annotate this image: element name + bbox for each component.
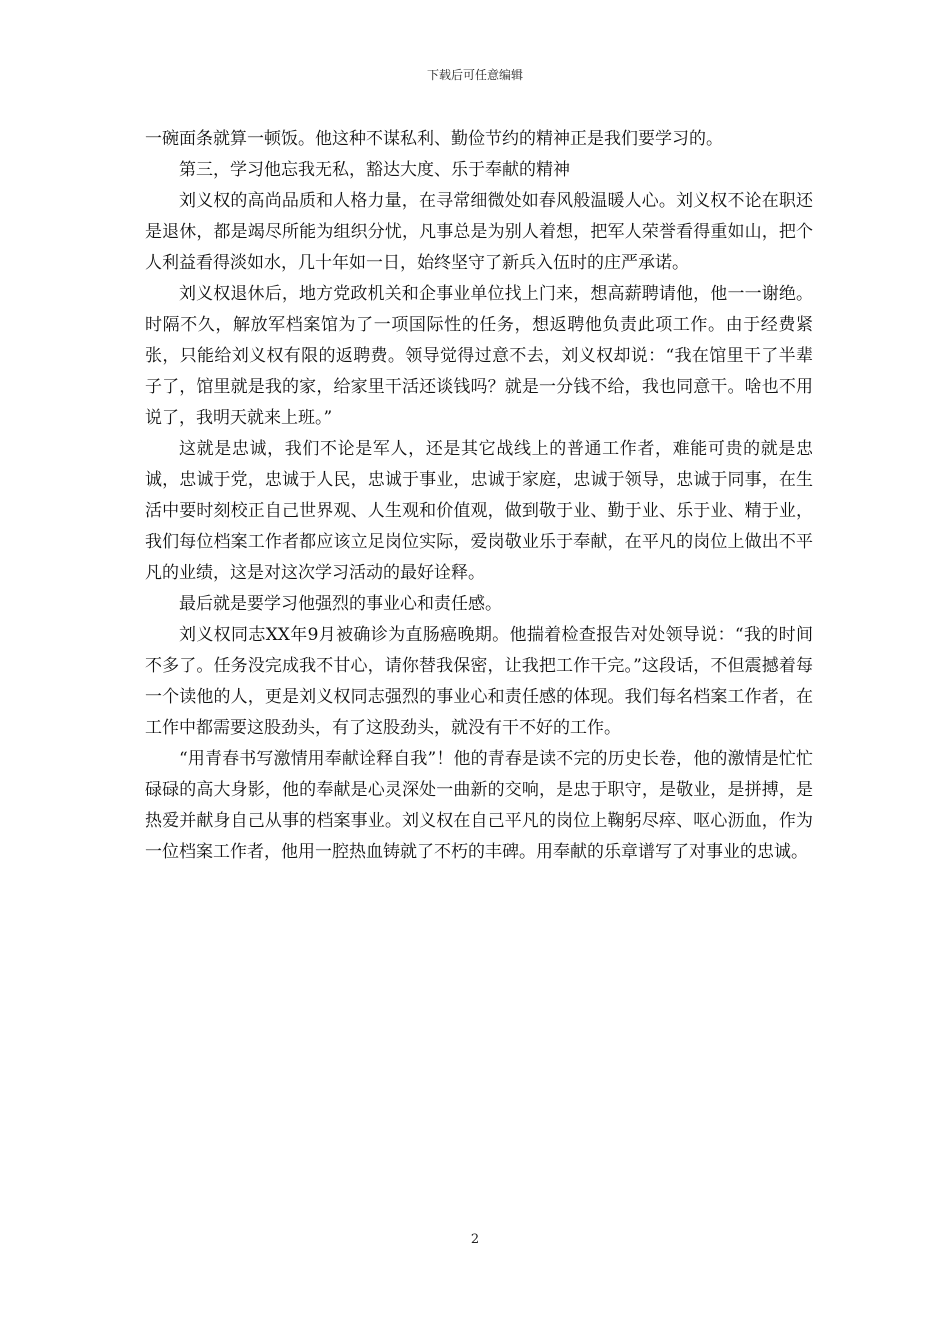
document-body (145, 124, 813, 868)
paragraph-7: 刘义权同志XX年9月被确诊为直肠癌晚期。他揣着检查报告对处领导说：“我的时间不多了。任务没完成我不甘心，请你替我保密，让我把工作干完。”这段话，不但震撼着每一个读他的人，更是刘义权同志强烈的事业心和责任感的体现。我们每名档案工作者，在工作中都需要这股劲头，有了这股劲头，就没有干不好的工作。 (145, 625, 813, 738)
paragraph-1: 一碗面条就算一顿饭。他这种不谋私利、勤俭节约的精神正是我们要学习的。 (145, 129, 723, 149)
paragraph-2-heading: 第三，学习他忘我无私，豁达大度、乐于奉献的精神 (179, 160, 570, 180)
paragraph-8: “用青春书写激情用奉献诠释自我”！他的青春是读不完的历史长卷，他的激情是忙忙碌碌的高大身影，他的奉献是心灵深处一曲新的交响，是忠于职守，是敬业，是拼搏，是热爱并献身自己从事的档案事业。刘义权在自己平凡的岗位上鞠躬尽瘁、呕心沥血，作为一位档案工作者，他用一腔热血铸就了不朽的丰碑。用奉献的乐章谱写了对事业的忠诚。 (145, 749, 813, 862)
paragraph-5: 这就是忠诚，我们不论是军人，还是其它战线上的普通工作者，难能可贵的就是忠诚，忠诚于党，忠诚于人民，忠诚于事业，忠诚于家庭，忠诚于领导，忠诚于同事，在生活中要时刻校正自己世界观、人生观和价值观，做到敬于业、勤于业、乐于业、精于业，我们每位档案工作者都应该立足岗位实际，爱岗敬业乐于奉献，在平凡的岗位上做出不平凡的业绩，这是对这次学习活动的最好诠释。 (145, 439, 813, 583)
page-header: 下载后可任意编辑 (426, 68, 523, 82)
paragraph-4: 刘义权退休后，地方党政机关和企事业单位找上门来，想高薪聘请他，他一一谢绝。时隔不久，解放军档案馆为了一项国际性的任务，想返聘他负责此项工作。由于经费紧张，只能给刘义权有限的返聘费。领导觉得过意不去，刘义权却说：“我在馆里干了半辈子了，馆里就是我的家，给家里干活还谈钱吗？就是一分钱不给，我也同意干。啥也不用说了，我明天就来上班。” (145, 284, 813, 428)
page-number: 2 (470, 1232, 480, 1247)
paragraph-6-heading: 最后就是要学习他强烈的事业心和责任感。 (179, 594, 502, 614)
paragraph-3: 刘义权的高尚品质和人格力量，在寻常细微处如春风般温暖人心。刘义权不论在职还是退休，都是竭尽所能为组织分忧，凡事总是为别人着想，把军人荣誉看得重如山，把个人利益看得淡如水，几十年如一日，始终坚守了新兵入伍时的庄严承诺。 (145, 191, 813, 273)
